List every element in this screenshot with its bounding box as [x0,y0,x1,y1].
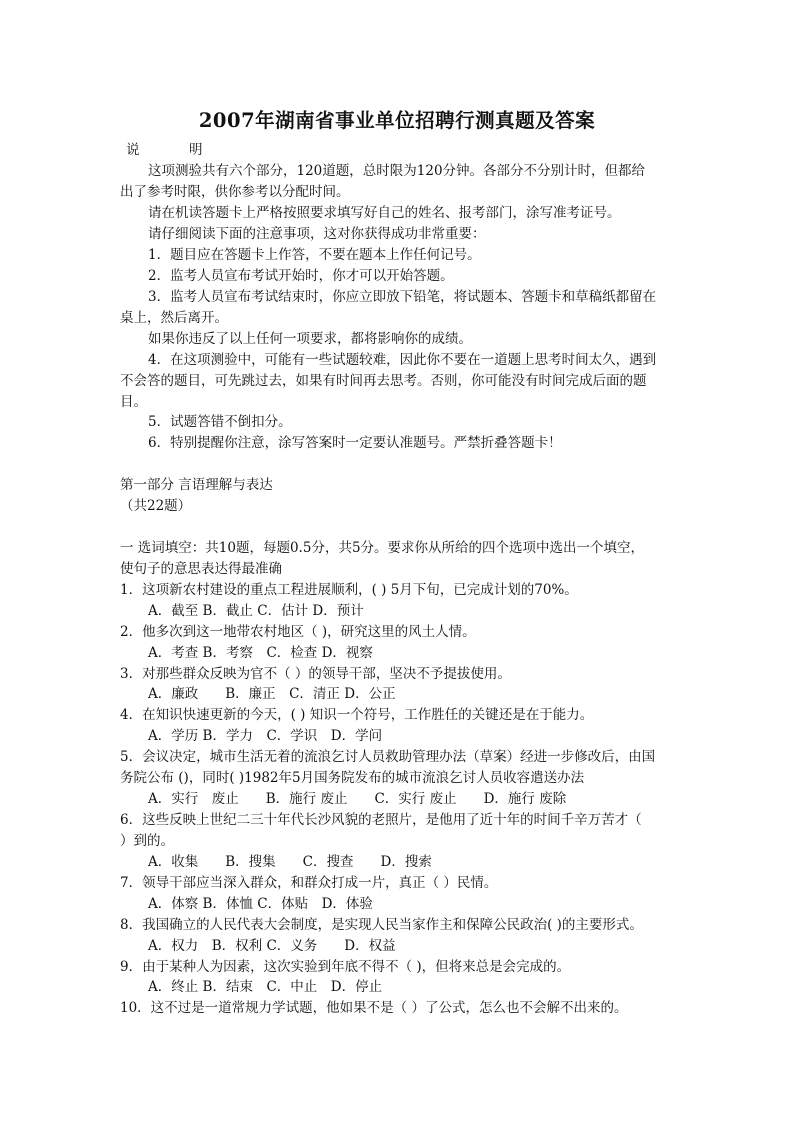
instruction-line: 桌上，然后离开。 [120,310,228,326]
instruction-line: 出了参考时限，供你参考以分配时间。 [120,184,350,200]
question-7: 7．领导干部应当深入群众，和群众打成一片，真正（ ）民情。 [120,875,498,891]
question-8-options: A．权力 B．权利 C．义务 D．权益 [148,938,396,954]
question-8: 8．我国确立的人民代表大会制度，是实现人民当家作主和保障公民政治( )的主要形式。 [120,917,643,933]
question-5: 5．会议决定，城市生活无着的流浪乞讨人员救助管理办法（草案）经进一步修改后，由国 [120,749,656,765]
section-description: 使句子的意思表达得最准确 [120,561,282,577]
document-title: 2007年湖南省事业单位招聘行测真题及答案 [198,109,596,132]
question-6-options: A．收集 B．搜集 C．搜查 D．搜索 [148,854,432,870]
instruction-line: 3．监考人员宣布考试结束时，你应立即放下铅笔，将试题本、答题卡和草稿纸都留在 [148,289,657,305]
question-6: 6．这些反映上世纪二三十年代长沙风貌的老照片，是他用了近十年的时间千辛万苦才（ [120,812,642,828]
instruction-line: 这项测验共有六个部分，120道题，总时限为120分钟。各部分不分别计时，但都给 [148,163,646,179]
instruction-line: 2．监考人员宣布考试开始时，你才可以开始答题。 [148,268,454,284]
instruction-line: 1．题目应在答题卡上作答，不要在题本上作任何记号。 [148,247,481,263]
question-6-continued: ）到的。 [120,833,174,849]
question-2: 2．他多次到这一地带农村地区（ )，研究这里的风土人情。 [120,624,476,640]
question-4: 4．在知识快速更新的今天，( ) 知识一个符号，工作胜任的关键还是在于能力。 [120,707,594,723]
question-3: 3．对那些群众反映为官不（ ）的领导干部，坚决不予提拔使用。 [120,666,511,682]
question-7-options: A．体察 B．体恤 C．体贴 D．体验 [148,896,373,912]
section-description: 一 选词填空：共10题，每题0.5分，共5分。要求你从所给的四个选项中选出一个填空， [120,540,645,556]
instruction-line: 请在机读答题卡上严格按照要求填写好自己的姓名、报考部门，涂写准考证号。 [148,205,621,221]
question-5-options: A．实行 废止 B．施行 废止 C．实行 废止 D．施行 废除 [148,791,567,807]
part-question-count: （共22题） [120,498,192,514]
instruction-line: 4．在这项测验中，可能有一些试题较难，因此你不要在一道题上思考时间太久，遇到 [148,352,657,368]
question-9: 9．由于某种人为因素，这次实验到年底不得不（ )，但将来总是会完成的。 [120,959,571,975]
instruction-line: 请仔细阅读下面的注意事项，这对你获得成功非常重要： [148,226,486,242]
instruction-line: 6．特别提醒你注意，涂写答案时一定要认准题号。严禁折叠答题卡！ [148,435,562,451]
part-title: 第一部分 言语理解与表达 [120,477,273,493]
question-1-options: A．截至 B．截止 C．估计 D．预计 [148,603,364,619]
question-3-options: A．廉政 B．廉正 C．清正 D．公正 [148,686,396,702]
question-9-options: A．终止 B．结束 C．中止 D．停止 [148,979,383,995]
instruction-line: 目。 [120,394,147,410]
question-1: 1．这项新农村建设的重点工程进展顺利，( ) 5月下旬，已完成计划的70%。 [120,582,578,598]
question-2-options: A．考查 B．考察 C．检查 D．视察 [148,645,373,661]
instruction-line: 如果你违反了以上任何一项要求，都将影响你的成绩。 [148,331,472,347]
question-4-options: A．学历 B．学力 C．学识 D．学问 [148,728,383,744]
question-10: 10．这不过是一道常规力学试题，他如果不是（ ）了公式，怎么也不会解不出来的。 [120,1000,628,1016]
instructions-heading: 说 明 [126,142,221,158]
instruction-line: 不会答的题目，可先跳过去，如果有时间再去思考。否则，你可能没有时间完成后面的题 [120,373,647,389]
question-5-continued: 务院公布 ()，同时( )1982年5月国务院发布的城市流浪乞讨人员收容遣送办法 [120,770,585,786]
instruction-line: 5．试题答错不倒扣分。 [148,414,292,430]
